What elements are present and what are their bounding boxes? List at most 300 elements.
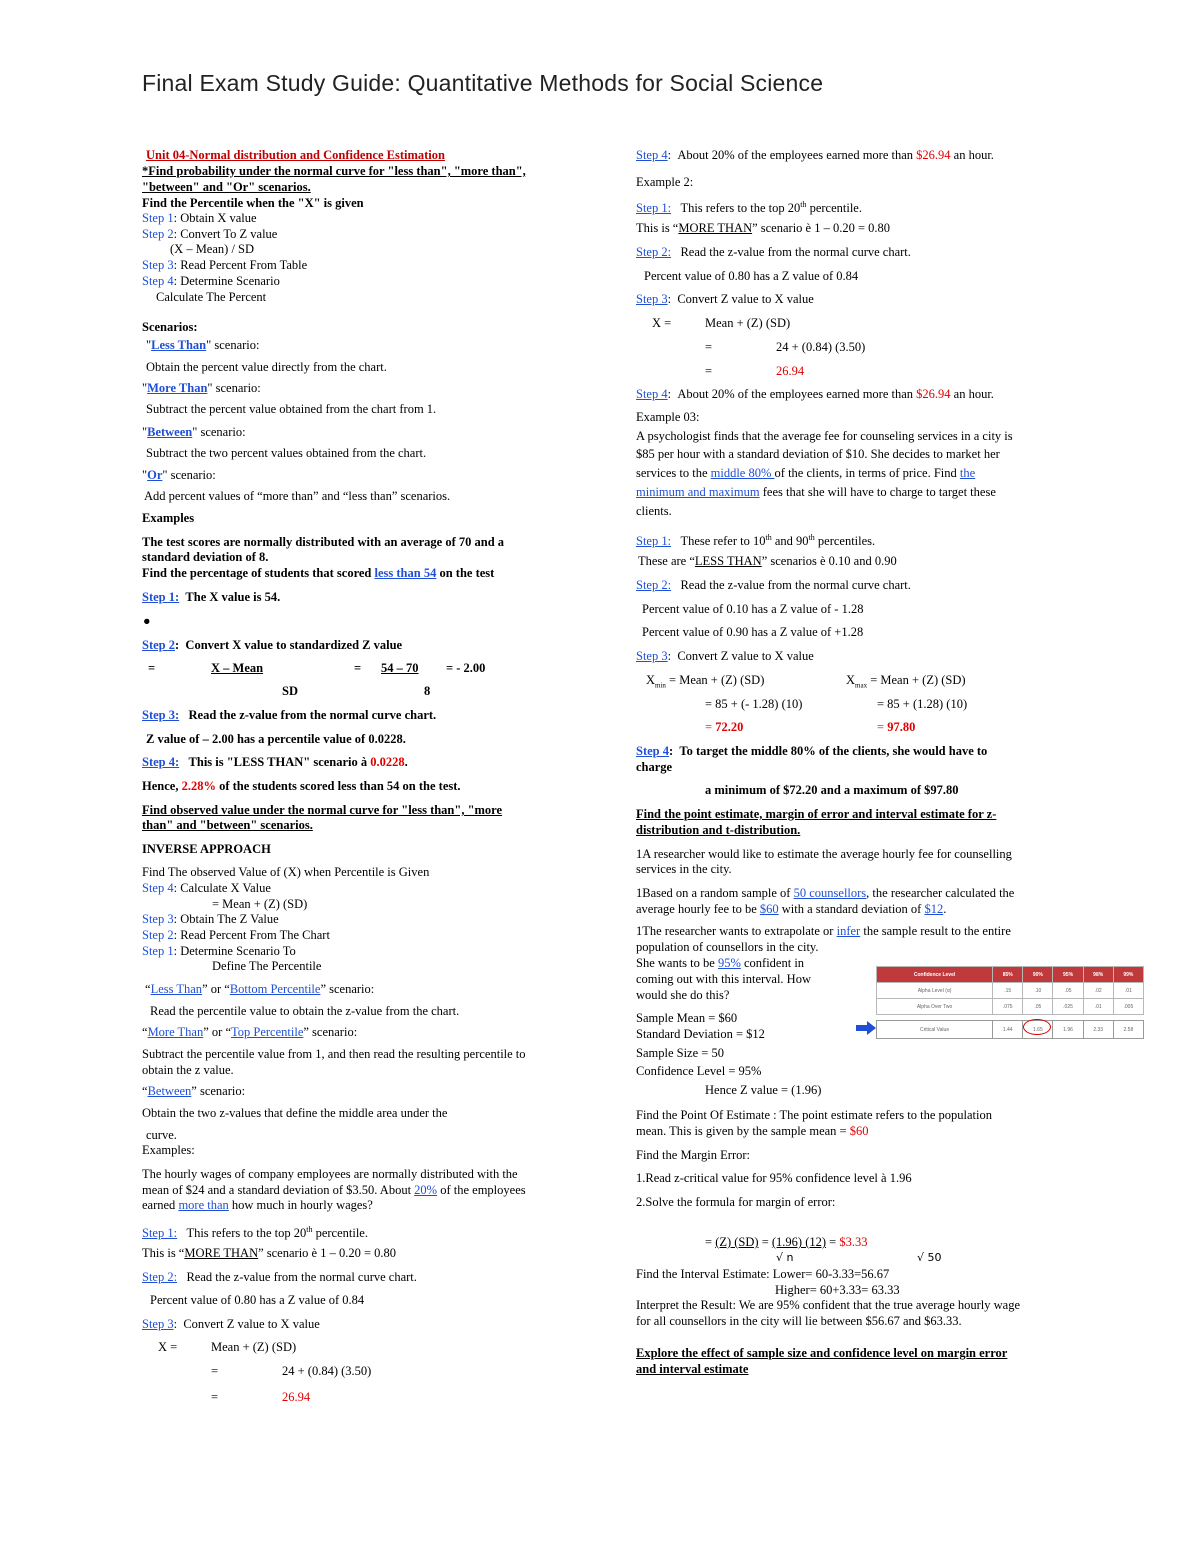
text: on the test: [436, 566, 495, 580]
table-header: 95%: [1053, 967, 1083, 983]
subheading: distribution and t-distribution.: [636, 823, 801, 837]
formula: √ n: [776, 1251, 794, 1264]
text-line: Percent value of 0.10 has a Z value of - 1.28: [642, 602, 864, 616]
text: how much in hourly wages?: [228, 1198, 373, 1212]
text-line: Example 03:: [636, 410, 700, 424]
text: ” scenario:: [303, 1025, 358, 1039]
text-line: [142, 1198, 373, 1213]
arrow-right-icon: [856, 1021, 876, 1035]
formula: [877, 720, 915, 735]
num: 1: [636, 847, 643, 861]
formula: [705, 1235, 867, 1250]
text: Convert Z value to X value: [183, 1317, 320, 1331]
link[interactable]: $60: [759, 902, 779, 916]
text-line: [636, 649, 814, 664]
text-line: Calculate The Percent: [156, 290, 267, 304]
text-line: [142, 425, 246, 440]
text: of the clients, in terms of price. Find: [774, 466, 960, 480]
table-cell: .025: [1053, 999, 1083, 1015]
text-line: [142, 708, 436, 723]
step-text: : Convert To Z value: [173, 227, 278, 241]
text: She wants to be: [636, 956, 718, 970]
step-label: Step 1:: [636, 534, 672, 549]
text: percentile.: [806, 201, 862, 216]
superscript: th: [765, 533, 772, 542]
text: ” or “: [202, 982, 230, 996]
quote: “: [142, 1084, 148, 1098]
text-line: [145, 982, 374, 997]
step-label: Step 1:: [142, 590, 180, 604]
table-cell: .05: [1023, 999, 1053, 1015]
text: About 20% of the employees earned more than: [677, 387, 917, 401]
link[interactable]: middle 80%: [710, 466, 775, 480]
text-line: [142, 211, 257, 226]
quote: “: [145, 982, 151, 996]
text-line: 1.Read z-critical value for 95% confidence level à 1.96: [636, 1171, 912, 1185]
text: MORE THAN: [184, 1246, 259, 1260]
page-title: Final Exam Study Guide: Quantitative Methods for Social Science: [142, 70, 824, 96]
table-cell: .01: [1083, 999, 1113, 1015]
table-header: 98%: [1083, 967, 1113, 983]
bullet: ●: [143, 614, 151, 628]
text-line: Percent value of 0.90 has a Z value of +1.28: [642, 625, 864, 639]
step-label: Step 3: [142, 912, 174, 926]
text-line: a minimum of $72.20 and a maximum of $97.80: [705, 783, 959, 797]
text: the sample result to the entire: [860, 924, 1011, 938]
text: Find the percentage of students that scored: [142, 566, 375, 580]
text-line: [142, 944, 296, 959]
text-line: charge: [636, 760, 673, 774]
result: 72.20: [715, 720, 744, 734]
text-line: = Mean + (Z) (SD): [212, 897, 308, 911]
step-label: Step 3: [142, 1317, 174, 1331]
text: percentile.: [312, 1226, 368, 1241]
text: = Mean + (Z) (SD): [867, 673, 966, 687]
text-line: $85 per hour with a standard deviation of $10. She decides to market her: [636, 447, 1000, 461]
formula: =: [148, 661, 156, 675]
text-line: Find the Point Of Estimate : The point estimate refers to the population: [636, 1108, 992, 1122]
text-line: [636, 221, 890, 236]
text: of the employees: [437, 1183, 526, 1197]
num: 1: [636, 886, 643, 900]
result: $60: [849, 1124, 869, 1138]
text-line: [636, 197, 862, 216]
text: These refer to 10: [680, 534, 766, 549]
text-line: [636, 530, 875, 549]
text-line: [636, 466, 975, 481]
text-line: [636, 387, 994, 402]
formula: [846, 673, 966, 694]
link[interactable]: Top Percentile: [231, 1025, 304, 1039]
step-text: : Determine Scenario: [173, 274, 280, 288]
text: This refers to the top 20: [186, 1226, 307, 1241]
text-line: [142, 1317, 320, 1332]
table-cell: .02: [1083, 983, 1113, 999]
text: an hour.: [950, 148, 994, 162]
text: ” scenario è 1 – 0.20 = 0.80: [258, 1246, 397, 1260]
text-line: [636, 847, 1012, 862]
text-line: [142, 274, 280, 289]
step-text: : Read Percent From Table: [173, 258, 308, 272]
superscript: th: [808, 533, 815, 542]
formula: =: [211, 1390, 219, 1404]
text: To target the middle 80% of the clients, she would have to: [679, 744, 988, 758]
text: Based on a random sample of: [642, 886, 794, 900]
text-line: Step 4: This is "LESS THAN" scenario à 0.0228.: [142, 755, 408, 769]
step-label: Step 3: [636, 292, 668, 306]
text-line: Percent value of 0.80 has a Z value of 0.84: [644, 269, 859, 283]
text: ” scenario:: [320, 982, 375, 996]
step-label: Step 2:: [636, 245, 672, 259]
highlight-circle-icon: [1023, 1019, 1051, 1035]
text: About 20% of the employees earned more than: [677, 148, 917, 162]
text: percentiles.: [814, 534, 876, 549]
formula: 24 + (0.84) (3.50): [282, 1364, 372, 1378]
text: : Read Percent From The Chart: [173, 928, 330, 942]
text-line: Examples:: [142, 1143, 195, 1157]
table-cell: .005: [1113, 999, 1143, 1015]
text-line: Define The Percentile: [212, 959, 322, 973]
num: 1: [636, 924, 643, 938]
text-line: average hourly fee to be $60 with a standard deviation of $12.: [636, 902, 947, 916]
text: The X value is 54.: [185, 590, 281, 604]
text-line: The hourly wages of company employees are normally distributed with the: [142, 1167, 518, 1181]
text-line: [142, 381, 261, 396]
table-header-row: [877, 967, 1144, 983]
text-line: Subtract the percent value obtained from the chart from 1.: [146, 402, 437, 416]
formula: X – Mean: [211, 661, 264, 675]
text-line: Hence Z value = (1.96): [705, 1083, 822, 1097]
text-line: services in the city.: [636, 862, 732, 876]
text: of the students scored less than 54 on the test.: [215, 779, 461, 793]
formula: =: [705, 340, 713, 354]
subheading: Find the Percentile when the "X" is given: [142, 196, 364, 210]
link[interactable]: Less Than: [150, 982, 203, 996]
formula: X =: [158, 1340, 178, 1354]
superscript: th: [306, 1225, 313, 1234]
formula: X =: [652, 316, 672, 330]
quote: ": [146, 338, 152, 352]
text-line: [636, 148, 994, 163]
step-label: Step 4: [636, 744, 669, 758]
formula: [646, 673, 764, 694]
text-line: Z value of – 2.00 has a percentile value of 0.0228.: [146, 732, 406, 746]
table-cell: Critical Value: [877, 1021, 993, 1039]
text: =: [826, 1235, 840, 1249]
text: : Obtain The Z Value: [173, 912, 279, 926]
text-line: Confidence Level = 95%: [636, 1064, 762, 1078]
text-line: Sample Size = 50: [636, 1046, 724, 1060]
quote: ": [142, 468, 148, 482]
text-line: [142, 638, 402, 653]
step-label: Step 2:: [142, 1270, 178, 1284]
text-line: Read the percentile value to obtain the z-value from the chart.: [150, 1004, 460, 1018]
text-line: The test scores are normally distributed with an average of 70 and a: [142, 535, 505, 549]
text-line: 2.Solve the formula for margin of error:: [636, 1195, 836, 1209]
subheading: Explore the effect of sample size and confidence level on margin error: [636, 1346, 1008, 1360]
table-cell: 1.96: [1053, 1021, 1083, 1039]
text: : Determine Scenario To: [173, 944, 296, 958]
step-label: Step 2:: [636, 578, 672, 592]
text-line: Add percent values of “more than” and “less than” scenarios.: [144, 489, 451, 503]
superscript: th: [800, 200, 807, 209]
link[interactable]: Bottom Percentile: [229, 982, 321, 996]
step-label: Step 4: [636, 148, 668, 162]
formula: √ 50: [917, 1251, 942, 1264]
text: earned: [142, 1198, 179, 1212]
text-line: [142, 881, 271, 896]
step-label: Step 3: [142, 258, 174, 272]
text: mean. This is given by the sample mean =: [636, 1124, 850, 1138]
text-line: [638, 554, 897, 569]
formula: 24 + (0.84) (3.50): [776, 340, 866, 354]
text-line: [636, 1124, 868, 1139]
unit-heading: Unit 04-Normal distribution and Confidence Estimation: [146, 148, 445, 162]
text: This is "LESS THAN" scenario à: [188, 755, 371, 769]
result: 0.0228: [370, 755, 405, 769]
table-header: Confidence Level: [877, 967, 993, 983]
text-line: standard deviation of 8.: [142, 550, 269, 564]
text-line: [636, 956, 804, 971]
text-line: Find The observed Value of (X) when Percentile is Given: [142, 865, 430, 879]
text: " scenario:: [192, 425, 246, 439]
text: This refers to the top 20: [680, 201, 801, 216]
formula: Mean + (Z) (SD): [211, 1340, 297, 1354]
quote: “: [142, 1025, 148, 1039]
text-line: Find the Margin Error:: [636, 1148, 750, 1162]
step-label: Step 2: [142, 928, 174, 942]
formula: [705, 720, 743, 735]
subscript: min: [655, 681, 666, 690]
table-cell: .15: [993, 983, 1023, 999]
text-line: [142, 258, 307, 273]
text: Read the z-value from the normal curve chart.: [680, 245, 911, 259]
result: $3.33: [839, 1235, 868, 1249]
text: an hour.: [950, 387, 994, 401]
text: : Calculate X Value: [173, 881, 271, 895]
formula: = - 2.00: [446, 661, 486, 675]
subheading: Scenarios:: [142, 320, 198, 334]
text: Convert X value to standardized Z value: [185, 638, 403, 652]
text: services to the: [636, 466, 711, 480]
text-line: [142, 1270, 417, 1285]
step-label: Step 3:: [142, 708, 180, 722]
text-line: Obtain the two z-values that define the middle area under the: [142, 1106, 448, 1120]
step-label: Step 4: [636, 387, 668, 401]
text: :: [667, 387, 672, 401]
text-line: Subtract the percentile value from 1, and then read the resulting percentile to: [142, 1047, 526, 1061]
text-line: [636, 292, 814, 307]
text-line: population of counsellors in the city.: [636, 940, 819, 954]
subheading: Examples: [142, 511, 195, 525]
text: fees that she will have to charge to target these: [759, 485, 996, 499]
text-line: curve.: [146, 1128, 177, 1142]
text: Hence,: [142, 779, 182, 793]
text-line: [142, 1246, 396, 1261]
link[interactable]: the: [959, 466, 976, 480]
result: 2.28%: [181, 779, 216, 793]
subheading: Find observed value under the normal curve for "less than", "more: [142, 803, 503, 817]
formula-result: 26.94: [282, 1390, 311, 1404]
link[interactable]: less than 54: [374, 566, 437, 580]
text: Convert Z value to X value: [677, 292, 814, 306]
step-text: : Obtain X value: [173, 211, 257, 225]
table-row: [877, 983, 1144, 999]
formula: SD: [282, 684, 298, 698]
text-line: [142, 1183, 526, 1198]
text: =: [705, 720, 716, 734]
text: Read the z-value from the normal curve chart.: [186, 1270, 417, 1284]
step-label: Step 1: [142, 211, 174, 225]
text-line: [636, 578, 911, 593]
text: " scenario:: [207, 381, 261, 395]
table-cell: 1.44: [993, 1021, 1023, 1039]
critical-value-table: [876, 966, 1144, 1039]
text: The researcher wants to extrapolate or: [642, 924, 837, 938]
text-line: [142, 468, 216, 483]
step-label: Step 1:: [142, 1226, 178, 1241]
quote: ": [142, 381, 148, 395]
formula: 8: [424, 684, 431, 698]
text-line: Find the Interval Estimate: Lower= 60-3.33=56.67: [636, 1267, 890, 1281]
formula: =: [705, 364, 713, 378]
text: with a standard deviation of: [778, 902, 925, 916]
table-cell: Alpha Over Two: [877, 999, 993, 1015]
link[interactable]: more than: [178, 1198, 229, 1212]
quote: ": [142, 425, 148, 439]
text-line: Percent value of 0.80 has a Z value of 0.84: [150, 1293, 365, 1307]
link[interactable]: 20%: [414, 1183, 438, 1197]
text-line: [636, 245, 911, 260]
link[interactable]: 50 counsellors: [793, 886, 867, 900]
step-label: Step 3: [636, 649, 668, 663]
formula: = 85 + (1.28) (10): [877, 697, 968, 711]
step-label: Step 4: [142, 274, 174, 288]
text-line: Example 2:: [636, 175, 694, 189]
text-line: obtain the z value.: [142, 1063, 234, 1077]
table-cell: 1.65: [1023, 1021, 1053, 1039]
text: ” scenario:: [191, 1084, 246, 1098]
text-line: [142, 1084, 245, 1099]
text: X: [646, 673, 656, 687]
text-line: Sample Mean = $60: [636, 1011, 738, 1025]
text-line: [142, 590, 280, 605]
table-cell: .075: [993, 999, 1023, 1015]
table-cell: .01: [1113, 983, 1143, 999]
text: LESS THAN: [694, 554, 762, 568]
text-line: [636, 485, 996, 500]
subheading: *Find probability under the normal curve for "less than", "more than",: [142, 164, 526, 178]
text-line: [636, 886, 1014, 901]
formula: Mean + (Z) (SD): [705, 316, 791, 330]
text: :: [669, 744, 674, 758]
table-cell: .10: [1023, 983, 1053, 999]
text: ” or “: [203, 1025, 231, 1039]
formula: = 85 + (- 1.28) (10): [705, 697, 803, 711]
text-line: Obtain the percent value directly from the chart.: [146, 360, 387, 374]
text: average hourly fee to be: [636, 902, 760, 916]
table-cell: 2.58: [1113, 1021, 1143, 1039]
numerator: (Z) (SD): [715, 1235, 759, 1249]
text: :: [667, 649, 672, 663]
text: X: [846, 673, 856, 687]
formula: 54 – 70: [381, 661, 419, 675]
text: :: [175, 638, 180, 652]
text-line: [636, 924, 1011, 939]
text: A researcher would like to estimate the average hourly fee for counselling: [642, 847, 1012, 861]
formula-result: 26.94: [776, 364, 805, 378]
text-line: Standard Deviation = $12: [636, 1027, 765, 1041]
result: 97.80: [887, 720, 916, 734]
text-line: Subtract the two percent values obtained from the chart.: [146, 446, 427, 460]
text: =: [877, 720, 888, 734]
result: $26.94: [916, 387, 951, 401]
text-line: (X – Mean) / SD: [170, 242, 255, 256]
subheading: "between" and "Or" scenarios.: [142, 180, 311, 194]
text: :: [667, 148, 672, 162]
link[interactable]: 95%: [717, 956, 741, 970]
table-header: 90%: [1023, 967, 1053, 983]
text: This is “: [636, 221, 679, 235]
table-row-critical: [877, 1021, 1144, 1039]
text-line: [142, 928, 330, 943]
link-less-than[interactable]: Less Than: [151, 338, 207, 352]
step-label: Step 1: [142, 944, 174, 958]
text: ” scenario è 1 – 0.20 = 0.80: [752, 221, 891, 235]
text: This is “: [142, 1246, 185, 1260]
text: confident in: [740, 956, 805, 970]
text: " scenario:: [162, 468, 216, 482]
table-header: 99%: [1113, 967, 1143, 983]
link-between[interactable]: Between: [147, 425, 193, 439]
text-line: [142, 1222, 368, 1241]
text: " scenario:: [206, 338, 260, 352]
text: =: [758, 1235, 772, 1249]
text-line: [142, 779, 461, 794]
link[interactable]: More Than: [147, 1025, 204, 1039]
link-or[interactable]: Or: [147, 468, 163, 482]
subscript: max: [855, 681, 868, 690]
text: :: [173, 1317, 178, 1331]
table-cell: Alpha Level (α): [877, 983, 993, 999]
text: MORE THAN: [678, 221, 753, 235]
link[interactable]: minimum and maximum: [636, 485, 760, 499]
subheading: INVERSE APPROACH: [142, 842, 271, 856]
text-line: [146, 338, 259, 353]
step-label: Step 4: [142, 881, 174, 895]
text-line: [142, 566, 494, 581]
link[interactable]: infer: [836, 924, 861, 938]
text: Convert Z value to X value: [677, 649, 814, 663]
link[interactable]: Between: [147, 1084, 192, 1098]
text-line: for all counsellors in the city will lie between $56.67 and $63.33.: [636, 1314, 962, 1328]
text-line: clients.: [636, 504, 672, 518]
text: , the researcher calculated the: [866, 886, 1015, 900]
table-header: 85%: [993, 967, 1023, 983]
text: These are “: [638, 554, 695, 568]
text-line: would she do this?: [636, 988, 730, 1002]
link-more-than[interactable]: More Than: [147, 381, 208, 395]
step-label: Step 2: [142, 227, 174, 241]
text: Read the z-value from the normal curve chart.: [680, 578, 911, 592]
text: mean of $24 and a standard deviation of $3.50. About: [142, 1183, 415, 1197]
table-row: [877, 999, 1144, 1015]
step-label: Step 1:: [636, 201, 672, 216]
text-line: [142, 1025, 357, 1040]
text-line: Interpret the Result: We are 95% confident that the true average hourly wage: [636, 1298, 1021, 1312]
subheading: than" and "between" scenarios.: [142, 818, 313, 832]
link[interactable]: $12: [924, 902, 944, 916]
